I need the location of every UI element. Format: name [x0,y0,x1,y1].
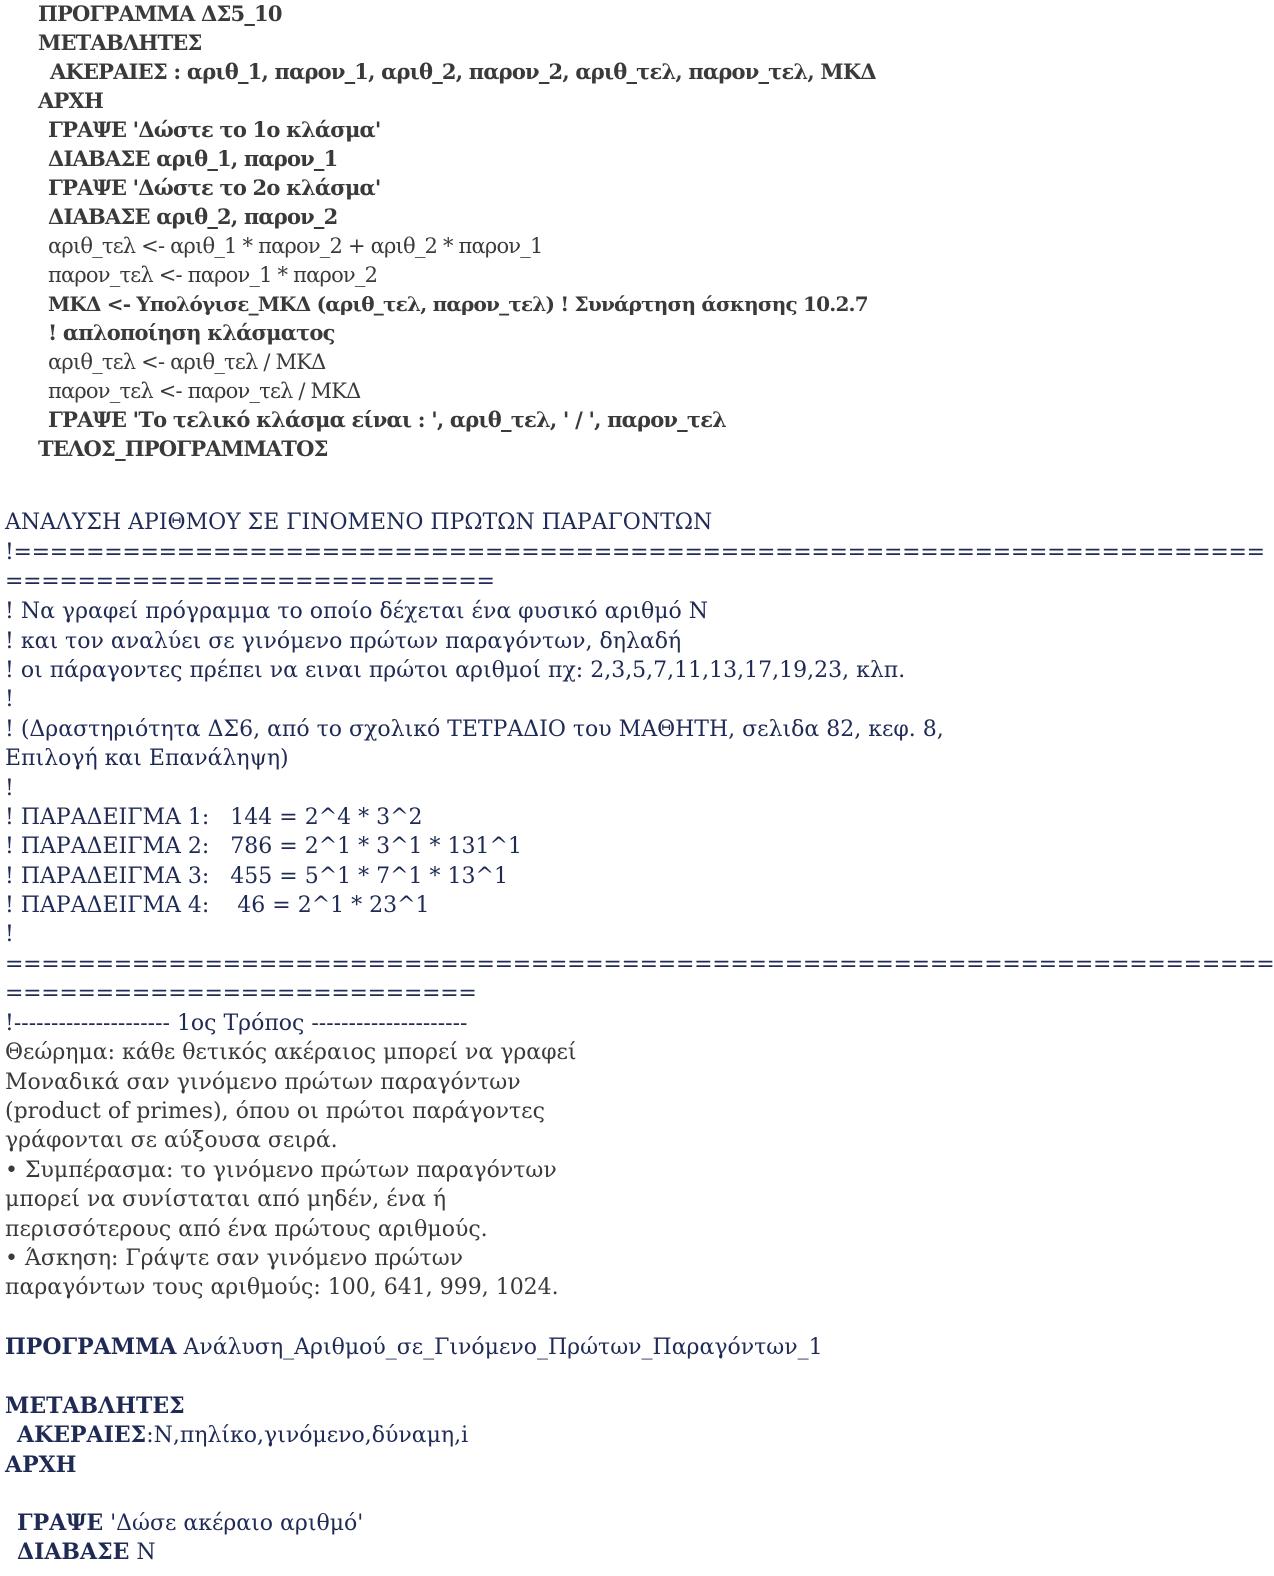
comment-bang-1: ! [5,687,14,712]
section-title: ΑΝΑΛΥΣΗ ΑΡΙΘΜΟΥ ΣΕ ΓΙΝΟΜΕΝΟ ΠΡΩΤΩΝ ΠΑΡΑΓΟΝΤΩΝ [5,510,713,535]
theorem-line-1: Θεώρημα: κάθε θετικός ακέραιος μπορεί να γραφεί [5,1040,577,1065]
begin-header [5,1450,76,1481]
read-statement [5,1537,156,1568]
conclusion-line-3: περισσότερους από ένα πρώτους αριθμούς. [5,1217,488,1242]
reference-line-1: ! (Δραστηριότητα ΔΣ6, από το σχολικό ΤΕΤΡΑΔΙΟ του ΜΑΘΗΤΗ, σελιδα 82, κεφ. 8, [5,717,944,742]
conclusion-line-2: μπορεί να συνίσταται από μηδέν, ένα ή [5,1187,447,1212]
rule-line-1a: !===================================================================== [5,540,1265,565]
keyword-read: ΔΙΑΒΑΣΕ [17,1539,130,1565]
keyword-variables: ΜΕΤΑΒΛΗΤΕΣ [5,1393,185,1419]
scan-line-read-2: ΔΙΑΒΑΣΕ αριθ_2, παρον_2 [48,204,338,229]
scan-line-assign-den: παρον_τελ <- παρον_1 * παρον_2 [48,263,378,287]
exercise-line-2: παραγόντων τους αριθμούς: 100, 641, 999, 1024. [5,1275,559,1300]
keyword-write: ΓΡΑΨΕ [17,1510,104,1536]
example-2: ! ΠΑΡΑΔΕΙΓΜΑ 2: 786 = 2^1 * 3^1 * 131^1 [5,834,522,859]
keyword-program: ΠΡΟΓΡΑΜΜΑ [5,1334,177,1360]
read-argument: Ν [129,1540,156,1565]
exercise-line-1: • Άσκηση: Γράψτε σαν γινόμενο πρώτων [5,1246,464,1271]
scan-line-comment: ! απλοποίηση κλάσματος [48,320,335,345]
comment-bang-2: ! [5,776,14,801]
scan-line-write-2: ΓΡΑΨΕ 'Δώστε το 2ο κλάσμα' [48,175,381,200]
write-statement [5,1508,363,1539]
scan-line-write-result: ΓΡΑΨΕ 'Το τελικό κλάσμα είναι : ', αριθ_τελ, ' / ', παρον_τελ [48,407,727,432]
description-line-3: ! οι πάραγοντες πρέπει να ειναι πρώτοι αριθμοί πχ: 2,3,5,7,11,13,17,19,23, κλπ. [5,658,906,683]
rule-line-2b: ========================== [5,981,477,1006]
example-3: ! ΠΑΡΑΔΕΙΓΜΑ 3: 455 = 5^1 * 7^1 * 13^1 [5,864,508,889]
scan-line-integers: ΑΚΕΡΑΙΕΣ : αριθ_1, παρον_1, αριθ_2, παρον_2, αριθ_τελ, παρον_τελ, ΜΚΔ [50,59,876,84]
scan-line-reduce-den: παρον_τελ <- παρον_τελ / ΜΚΔ [48,379,361,403]
theorem-line-3: (product of primes), όπου οι πρώτοι παράγοντες [5,1099,545,1124]
scan-line-write-1: ΓΡΑΨΕ 'Δώστε το 1ο κλάσμα' [48,117,381,142]
conclusion-line-1: • Συμπέρασμα: το γινόμενο πρώτων παραγόντων [5,1158,557,1183]
rule-line-2a: ====================================================================== [5,952,1274,977]
theorem-line-2: Μοναδικά σαν γινόμενο πρώτων παραγόντων [5,1070,521,1095]
description-line-1: ! Να γραφεί πρόγραμμα το οποίο δέχεται ένα φυσικό αριθμό Ν [5,599,709,624]
scan-line-end: ΤΕΛΟΣ_ΠΡΟΓΡΑΜΜΑΤΟΣ [38,436,328,461]
rule-line-1b: =========================== [5,569,495,594]
scan-line-reduce-num: αριθ_τελ <- αριθ_τελ / ΜΚΔ [48,350,326,374]
scan-line-variables: ΜΕΤΑΒΛΗΤΕΣ [38,30,202,55]
program-name: Ανάλυση_Αριθμού_σε_Γινόμενο_Πρώτων_Παραγόντων_1 [176,1335,823,1360]
scan-line-read-1: ΔΙΑΒΑΣΕ αριθ_1, παρον_1 [48,146,338,171]
keyword-integers: ΑΚΕΡΑΙΕΣ [17,1422,147,1448]
example-4: ! ΠΑΡΑΔΕΙΓΜΑ 4: 46 = 2^1 * 23^1 [5,893,430,918]
integer-variable-list: :Ν,πηλίκο,γινόμενο,δύναμη,i [146,1423,469,1448]
integers-declaration [5,1420,468,1451]
scan-line-program: ΠΡΟΓΡΑΜΜΑ ΔΣ5_10 [38,1,282,26]
variables-header [5,1391,185,1422]
comment-bang-3: ! [5,922,14,947]
theorem-line-4: γράφονται σε αύξουσα σειρά. [5,1128,338,1153]
scanned-code-image [38,0,938,470]
keyword-begin: ΑΡΧΗ [5,1452,77,1478]
scan-line-gcd: ΜΚΔ <- Υπολόγισε_ΜΚΔ (αριθ_τελ, παρον_τελ) ! Συνάρτηση άσκησης 10.2.7 [48,292,868,316]
method-heading: !--------------------- 1ος Τρόπος --------------------- [5,1011,468,1036]
reference-line-2: Επιλογή και Επανάληψη) [5,746,289,771]
program-header [5,1332,823,1363]
example-1: ! ΠΑΡΑΔΕΙΓΜΑ 1: 144 = 2^4 * 3^2 [5,805,423,830]
scan-line-assign-num: αριθ_τελ <- αριθ_1 * παρον_2 + αριθ_2 * παρον_1 [48,234,543,258]
description-line-2: ! και τον αναλύει σε γινόμενο πρώτων παραγόντων, δηλαδή [5,629,682,654]
write-argument: 'Δώσε ακέραιο αριθμό' [103,1511,364,1536]
scan-line-begin: ΑΡΧΗ [38,88,104,113]
